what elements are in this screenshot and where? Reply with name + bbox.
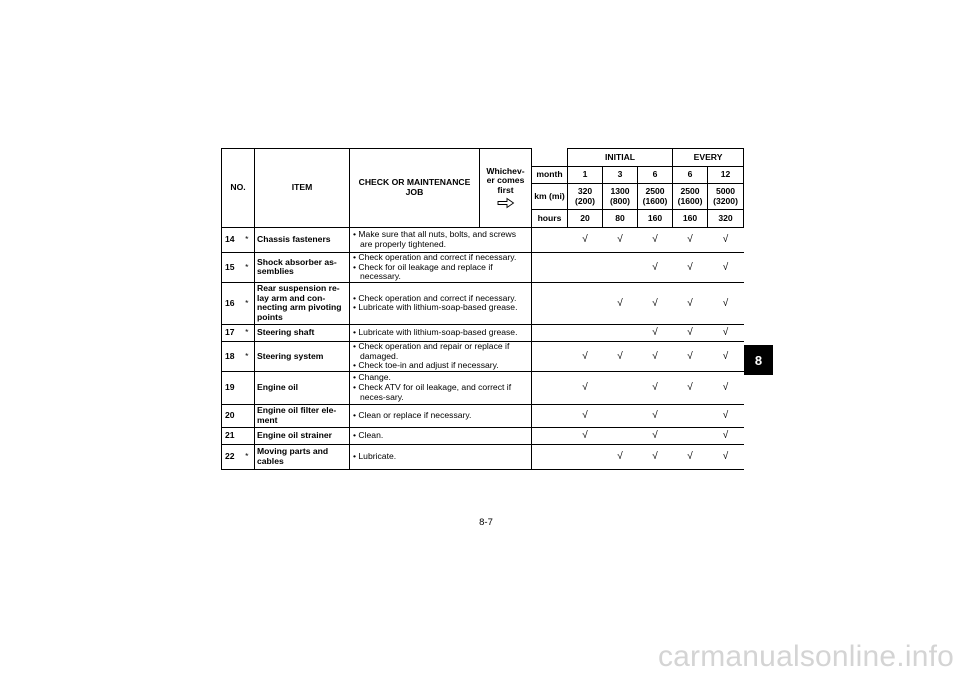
header-month-label: month — [532, 167, 568, 184]
job-bullet: • Check ATV for oil leakage, and correct if neces-sary. — [353, 381, 512, 402]
row-job — [350, 427, 532, 444]
hours-cell: 160 — [673, 210, 708, 228]
month-cell: 1 — [568, 167, 603, 184]
row-item: Engine oil strainer — [255, 427, 350, 444]
table-row — [222, 282, 744, 324]
row-number: 14 — [222, 228, 240, 253]
row-item: Rear suspension re-lay arm and con-necting arm pivoting points — [255, 282, 350, 324]
check-mark: √ — [568, 371, 603, 404]
row-number: 20 — [222, 404, 240, 427]
month-cell: 3 — [603, 167, 638, 184]
row-number: 15 — [222, 253, 240, 283]
row-asterisk: * — [240, 282, 255, 324]
table-row — [222, 404, 744, 427]
check-mark: √ — [708, 404, 744, 427]
row-asterisk — [240, 371, 255, 404]
job-bullet: • Clean. — [353, 429, 384, 440]
check-mark: √ — [568, 341, 603, 371]
row-spacer — [532, 253, 568, 283]
check-mark — [603, 404, 638, 427]
header-initial: INITIAL — [568, 149, 673, 167]
km-cell: 2500 (1600) — [673, 184, 708, 210]
header-no: NO. — [222, 149, 255, 228]
row-number: 22 — [222, 444, 240, 469]
check-mark — [568, 282, 603, 324]
check-mark: √ — [568, 228, 603, 253]
job-bullet: • Check toe-in and adjust if necessary. — [353, 360, 499, 371]
check-mark — [568, 253, 603, 283]
job-bullet: • Check for oil leakage and replace if necessary. — [353, 261, 493, 282]
row-number: 17 — [222, 324, 240, 341]
header-every: EVERY — [673, 149, 744, 167]
row-asterisk — [240, 404, 255, 427]
page-number: 8-7 — [479, 517, 493, 528]
check-mark: √ — [638, 371, 673, 404]
row-job — [350, 371, 532, 404]
month-cell: 6 — [673, 167, 708, 184]
month-cell: 12 — [708, 167, 744, 184]
hours-cell: 320 — [708, 210, 744, 228]
job-bullet: • Lubricate. — [353, 450, 397, 461]
row-spacer — [532, 282, 568, 324]
check-mark — [673, 404, 708, 427]
row-job — [350, 324, 532, 341]
table-row — [222, 371, 744, 404]
header-job: CHECK OR MAINTENANCE JOB — [350, 149, 480, 228]
job-bullet: • Clean or replace if necessary. — [353, 409, 472, 420]
row-spacer — [532, 341, 568, 371]
row-spacer — [532, 444, 568, 469]
row-item: Steering system — [255, 341, 350, 371]
check-mark: √ — [708, 341, 744, 371]
table-row — [222, 427, 744, 444]
check-mark: √ — [708, 324, 744, 341]
row-item: Chassis fasteners — [255, 228, 350, 253]
check-mark: √ — [673, 371, 708, 404]
row-asterisk: * — [240, 341, 255, 371]
check-mark: √ — [673, 341, 708, 371]
check-mark: √ — [673, 253, 708, 283]
check-mark: √ — [673, 324, 708, 341]
row-job — [350, 404, 532, 427]
header-item: ITEM — [255, 149, 350, 228]
check-mark: √ — [638, 228, 673, 253]
header-hours-label: hours — [532, 210, 568, 228]
row-job — [350, 228, 532, 253]
header-whichever-label: Whichev- er comes first — [486, 165, 525, 195]
km-cell: 320 (200) — [568, 184, 603, 210]
job-bullet: • Change. — [353, 372, 391, 383]
check-mark: √ — [603, 282, 638, 324]
job-bullet: • Check operation and repair or replace if damaged. — [353, 341, 510, 361]
check-mark — [673, 427, 708, 444]
check-mark: √ — [708, 228, 744, 253]
check-mark — [603, 253, 638, 283]
row-spacer — [532, 228, 568, 253]
arrow-right-icon — [497, 197, 515, 209]
row-item: Engine oil filter ele-ment — [255, 404, 350, 427]
row-item: Shock absorber as-semblies — [255, 253, 350, 283]
check-mark — [568, 324, 603, 341]
row-job — [350, 444, 532, 469]
check-mark: √ — [568, 427, 603, 444]
check-mark — [603, 324, 638, 341]
km-cell: 1300 (800) — [603, 184, 638, 210]
row-item: Engine oil — [255, 371, 350, 404]
check-mark: √ — [708, 427, 744, 444]
row-asterisk: * — [240, 324, 255, 341]
job-bullet: • Lubricate with lithium-soap-based grease. — [353, 327, 518, 338]
check-mark: √ — [638, 324, 673, 341]
header-km-label: km (mi) — [532, 184, 568, 210]
row-spacer — [532, 371, 568, 404]
job-bullet: • Lubricate with lithium-soap-based grease. — [353, 302, 518, 313]
watermark: carmanualsonline.info — [657, 640, 954, 673]
row-number: 16 — [222, 282, 240, 324]
check-mark: √ — [673, 282, 708, 324]
table-row — [222, 444, 744, 469]
check-mark: √ — [603, 228, 638, 253]
table-row — [222, 341, 744, 371]
job-bullet: • Check operation and correct if necessary. — [353, 252, 517, 262]
check-mark: √ — [708, 371, 744, 404]
job-bullet: • Check operation and correct if necessary. — [353, 292, 517, 303]
hours-cell: 20 — [568, 210, 603, 228]
check-mark: √ — [603, 444, 638, 469]
row-number: 18 — [222, 341, 240, 371]
chapter-tab: 8 — [744, 345, 773, 375]
check-mark: √ — [603, 341, 638, 371]
maintenance-table — [221, 148, 744, 470]
row-number: 19 — [222, 371, 240, 404]
check-mark: √ — [708, 253, 744, 283]
check-mark: √ — [568, 404, 603, 427]
check-mark: √ — [708, 282, 744, 324]
table-row — [222, 253, 744, 283]
row-spacer — [532, 324, 568, 341]
row-asterisk: * — [240, 444, 255, 469]
table-row — [222, 324, 744, 341]
row-asterisk: * — [240, 253, 255, 283]
row-asterisk — [240, 427, 255, 444]
check-mark — [603, 371, 638, 404]
row-spacer — [532, 427, 568, 444]
km-cell: 2500 (1600) — [638, 184, 673, 210]
hours-cell: 160 — [638, 210, 673, 228]
row-asterisk: * — [240, 228, 255, 253]
row-job — [350, 282, 532, 324]
check-mark — [568, 444, 603, 469]
check-mark: √ — [673, 444, 708, 469]
row-job — [350, 253, 532, 283]
check-mark: √ — [638, 404, 673, 427]
row-job — [350, 341, 532, 371]
table-row — [222, 228, 744, 253]
row-item: Moving parts and cables — [255, 444, 350, 469]
header-whichever — [480, 149, 532, 228]
check-mark: √ — [673, 228, 708, 253]
row-item: Steering shaft — [255, 324, 350, 341]
check-mark — [603, 427, 638, 444]
header-row-1 — [222, 149, 744, 167]
check-mark: √ — [638, 253, 673, 283]
month-cell: 6 — [638, 167, 673, 184]
check-mark: √ — [638, 341, 673, 371]
job-bullet: • Make sure that all nuts, bolts, and screws are properly tightened. — [353, 229, 517, 249]
km-cell: 5000 (3200) — [708, 184, 744, 210]
row-number: 21 — [222, 427, 240, 444]
check-mark: √ — [638, 427, 673, 444]
hours-cell: 80 — [603, 210, 638, 228]
check-mark: √ — [708, 444, 744, 469]
check-mark: √ — [638, 282, 673, 324]
row-spacer — [532, 404, 568, 427]
header-corner — [532, 149, 568, 167]
check-mark: √ — [638, 444, 673, 469]
